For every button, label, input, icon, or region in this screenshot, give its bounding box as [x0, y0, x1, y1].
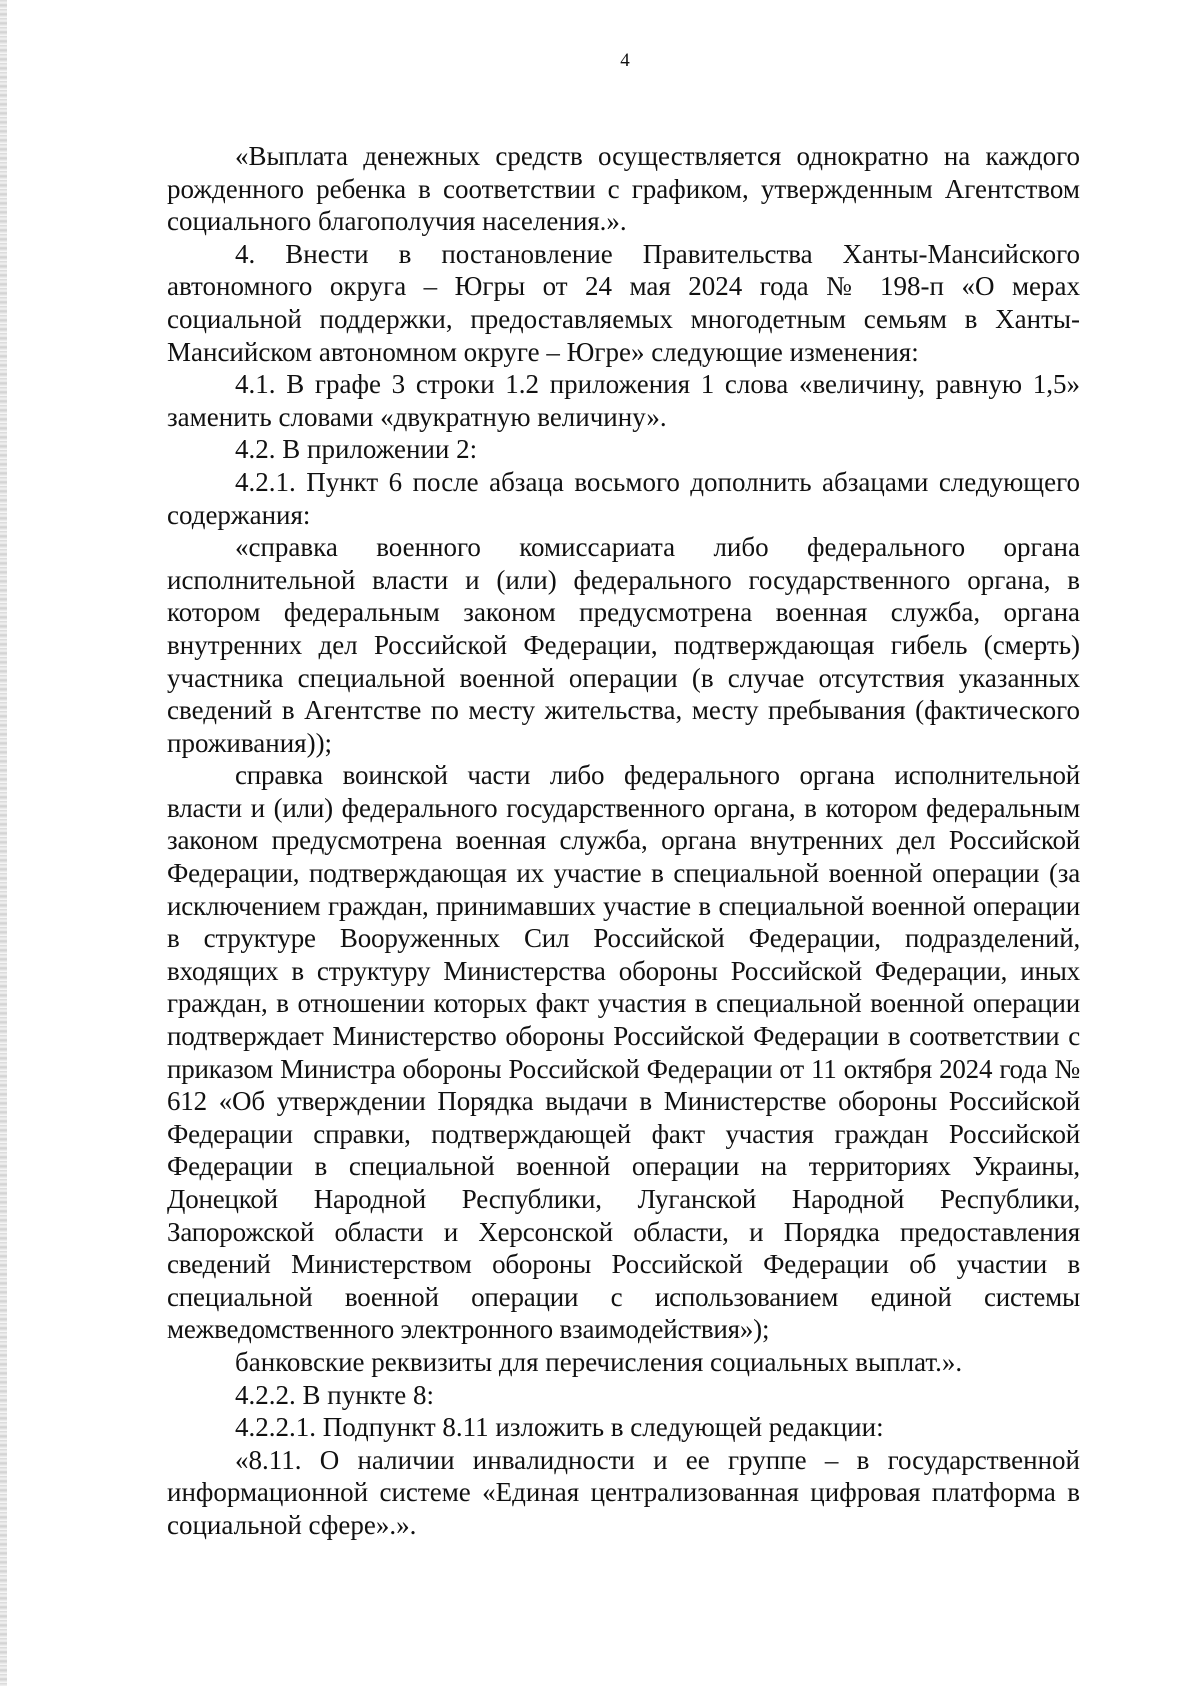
paragraph-item-4-2-2: 4.2.2. В пункте 8: [235, 1379, 434, 1410]
paragraph-military-commissariat-certificate: «справка военного комиссариата либо федерального органа исполнительной власти и (или) федерального государственного органа, в котором федеральным законом предусмотрена военная служба, органа внутренних дел Российской Федерации, подтверждающая гибель (смерть) участника специальной военной операции (в случае отсутствия указанных сведений в Агентстве по месту жительства, месту пребывания (фактического проживания)); [167, 532, 1080, 758]
paragraph-bank-details: банковские реквизиты для перечисления социальных выплат.». [235, 1346, 963, 1377]
paragraph-item-8-11: «8.11. О наличии инвалидности и ее группе – в государственной информационной системе «Единая централизованная цифровая платформа в социальной сфере».». [167, 1444, 1080, 1540]
scan-edge [0, 0, 7, 1686]
document-body [167, 140, 1080, 1542]
paragraph-item-4-1: 4.1. В графе 3 строки 1.2 приложения 1 слова «величину, равную 1,5» заменить словами «двукратную величину». [167, 369, 1080, 432]
paragraph-military-unit-certificate: справка воинской части либо федерального органа исполнительной власти и (или) федерального государственного органа, в котором федеральным законом предусмотрена военная служба, органа внутренних дел Российской Федерации, подтверждающая их участие в специальной военной операции (за исключением граждан, принимавших участие в специальной военной операции в структуре Вооруженных Сил Российской Федерации, подразделений, входящих в структуру Министерства обороны Российской Федерации, иных граждан, в отношении которых факт участия в специальной военной операции подтверждает Министерство обороны Российской Федерации в соответствии с приказом Министра обороны Российской Федерации от 11 октября 2024 года № 612 «Об утверждении Порядка выдачи в Министерстве обороны Российской Федерации справки, подтверждающей факт участия граждан Российской Федерации в специальной военной операции на территориях Украины, Донецкой Народной Республики, Луганской Народной Республики, Запорожской области и Херсонской области, и Порядка предоставления сведений Министерством обороны Российской Федерации об участии в специальной военной операции с использованием единой системы межведомственного электронного взаимодействия»); [167, 760, 1080, 1345]
paragraph-payment-rule: «Выплата денежных средств осуществляется однократно на каждого рожденного ребенка в соответствии с графиком, утвержденным Агентством социального благополучия населения.». [167, 141, 1080, 237]
page-number: 4 [620, 50, 630, 71]
paragraph-item-4: 4. Внести в постановление Правительства Ханты-Мансийского автономного округа – Югры от 24 мая 2024 года № 198-п «О мерах социальной поддержки, предоставляемых многодетным семьям в Ханты-Мансийском автономном округе – Югре» следующие изменения: [167, 238, 1080, 367]
paragraph-item-4-2-1: 4.2.1. Пункт 6 после абзаца восьмого дополнить абзацами следующего содержания: [167, 466, 1080, 530]
paragraph-item-4-2: 4.2. В приложении 2: [235, 434, 478, 465]
paragraph-item-4-2-2-1: 4.2.2.1. Подпункт 8.11 изложить в следующей редакции: [235, 1412, 884, 1443]
